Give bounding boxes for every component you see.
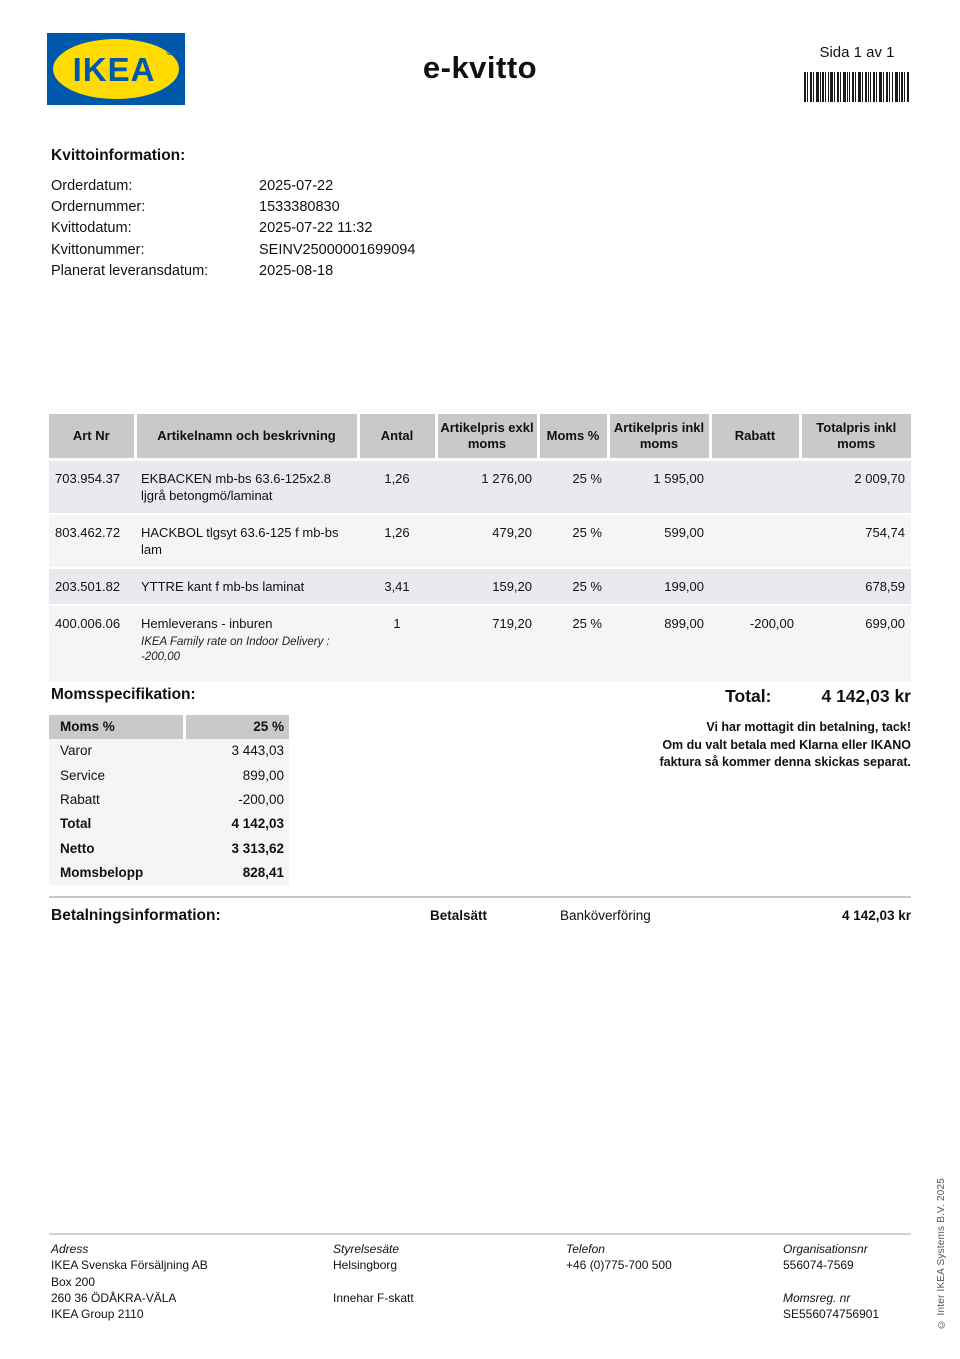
vat-row-netto [49, 837, 289, 861]
item-rabatt [710, 514, 800, 568]
item-pris-exkl: 1 276,00 [436, 460, 538, 515]
vat-row-label: Momsbelopp [49, 861, 185, 885]
page-title: e-kvitto [422, 50, 538, 85]
item-name: YTTRE kant f mb-bs laminat [141, 579, 305, 594]
item-antal: 1,26 [358, 460, 436, 515]
item-name-cell [135, 568, 358, 605]
vat-row-total [49, 812, 289, 836]
info-row-kvittonummer [51, 240, 415, 261]
footer-address [51, 1241, 333, 1322]
table-row [49, 460, 911, 515]
vat-spec-section [49, 686, 289, 885]
payment-info-heading: Betalningsinformation: [51, 907, 221, 924]
item-rabatt [710, 568, 800, 605]
info-value: 2025-07-22 [259, 178, 334, 194]
payment-amount: 4 142,03 kr [841, 908, 911, 923]
info-label: Planerat leveransdatum: [51, 262, 209, 279]
payment-message-line: faktura så kommer denna skickas separat. [659, 755, 911, 769]
info-row-kvittodatum [51, 218, 415, 239]
vat-row-value: -200,00 [185, 788, 290, 812]
receipt-info-section [51, 147, 415, 282]
vat-spec-table [49, 715, 289, 885]
col-header-artnr: Art Nr [49, 414, 135, 460]
item-name: HACKBOL tlgsyt 63.6-125 f mb-bs lam [141, 525, 339, 557]
table-row [49, 514, 911, 568]
payment-message-line: Vi har mottagit din betalning, tack! [706, 720, 911, 734]
vat-row-label: Total [49, 812, 185, 836]
footer-address-line: Box 200 [51, 1274, 96, 1289]
total-label: Total: [725, 686, 772, 706]
info-value: SEINV25000001699094 [259, 241, 416, 258]
footer-address-line: IKEA Group 2110 [51, 1307, 144, 1322]
summary-section [49, 686, 911, 885]
info-row-leveransdatum [51, 261, 415, 282]
vat-row-varor [49, 739, 289, 763]
col-header-moms: Moms % [538, 414, 608, 460]
spacer [783, 1274, 911, 1290]
footer-phone-value: +46 (0)775-700 500 [566, 1258, 672, 1273]
col-header-pris-inkl: Artikelpris inkl moms [608, 414, 710, 460]
payment-message-line: Om du valt betala med Klarna eller IKANO [662, 737, 911, 752]
item-rabatt: -200,00 [710, 605, 800, 681]
item-artnr: 400.006.06 [49, 605, 135, 681]
spacer [333, 1274, 566, 1290]
item-name: Hemleverans - inburen [141, 616, 273, 631]
vat-row-label: Varor [49, 739, 185, 763]
vat-row-label: Netto [49, 837, 185, 861]
footer [51, 1241, 911, 1322]
col-header-antal: Antal [358, 414, 436, 460]
item-name-cell [135, 514, 358, 568]
vat-row-label: Service [49, 763, 185, 787]
table-row [49, 568, 911, 605]
vat-header-value: 25 % [185, 715, 290, 739]
page-meta [801, 44, 913, 107]
item-totalpris: 754,74 [800, 514, 911, 568]
vat-row-value: 3 443,03 [185, 739, 290, 763]
items-table-section [49, 414, 911, 681]
item-pris-inkl: 199,00 [608, 568, 710, 605]
col-header-pris-exkl: Artikelpris exkl moms [436, 414, 538, 460]
vat-row-momsbelopp [49, 861, 289, 885]
svg-text:IKEA: IKEA [72, 51, 156, 88]
vat-row-value: 899,00 [185, 763, 290, 787]
total-line [481, 686, 911, 707]
info-label: Orderdatum: [51, 178, 133, 194]
footer-address-line: IKEA Svenska Försäljning AB [51, 1258, 208, 1273]
info-label: Ordernummer: [51, 199, 146, 216]
info-value: 2025-08-18 [259, 262, 334, 279]
item-rabatt [710, 460, 800, 515]
footer-phone-label: Telefon [566, 1242, 605, 1256]
info-label: Kvittonummer: [51, 241, 145, 258]
vat-header-row [49, 715, 289, 739]
item-moms: 25 % [538, 568, 608, 605]
total-section [481, 686, 911, 885]
info-value: 1533380830 [259, 199, 340, 216]
page-indicator: Sida 1 av 1 [819, 44, 895, 61]
items-table [49, 414, 911, 681]
divider [49, 1233, 911, 1235]
payment-message [481, 719, 911, 772]
footer-org [783, 1241, 911, 1322]
item-antal: 1 [358, 605, 436, 681]
info-row-ordernummer [51, 197, 415, 218]
item-totalpris: 2 009,70 [800, 460, 911, 515]
col-header-totalpris: Totalpris inkl moms [800, 414, 911, 460]
vat-row-value: 3 313,62 [185, 837, 290, 861]
item-pris-exkl: 719,20 [436, 605, 538, 681]
footer-office-value: Helsingborg [333, 1258, 398, 1273]
col-header-artikelnamn: Artikelnamn och beskrivning [135, 414, 358, 460]
info-row-orderdatum [51, 176, 415, 197]
item-artnr: 703.954.37 [49, 460, 135, 515]
receipt-info-heading: Kvittoinformation: [51, 147, 186, 164]
item-antal: 1,26 [358, 514, 436, 568]
svg-text:®: ® [166, 47, 174, 58]
item-moms: 25 % [538, 514, 608, 568]
footer-phone [566, 1241, 783, 1322]
table-row [49, 605, 911, 681]
item-pris-inkl: 599,00 [608, 514, 710, 568]
item-moms: 25 % [538, 605, 608, 681]
info-label: Kvittodatum: [51, 220, 132, 237]
item-note: IKEA Family rate on Indoor Delivery : -200,00 [141, 636, 330, 663]
payment-method-label: Betalsätt [430, 908, 488, 923]
divider [49, 896, 911, 898]
footer-momsreg-label: Momsreg. nr [783, 1290, 851, 1305]
item-totalpris: 699,00 [800, 605, 911, 681]
payment-info-section [51, 907, 911, 925]
item-artnr: 803.462.72 [49, 514, 135, 568]
footer-address-label: Adress [51, 1242, 89, 1256]
item-antal: 3,41 [358, 568, 436, 605]
col-header-rabatt: Rabatt [710, 414, 800, 460]
copyright-notice: © Inter IKEA Systems B.V. 2025 [936, 1178, 947, 1330]
item-pris-exkl: 159,20 [436, 568, 538, 605]
item-totalpris: 678,59 [800, 568, 911, 605]
vat-row-label: Rabatt [49, 788, 185, 812]
vat-row-service [49, 763, 289, 787]
item-name: EKBACKEN mb-bs 63.6-125x2.8 ljgrå betongmö/laminat [141, 471, 332, 503]
footer-office-label: Styrelsesäte [333, 1242, 400, 1256]
footer-momsreg-value: SE556074756901 [783, 1306, 880, 1321]
barcode [804, 72, 910, 102]
vat-row-value: 4 142,03 [185, 812, 290, 836]
item-artnr: 203.501.82 [49, 568, 135, 605]
footer-registered-office [333, 1241, 566, 1322]
item-pris-exkl: 479,20 [436, 514, 538, 568]
footer-orgnr-label: Organisationsnr [783, 1242, 868, 1256]
vat-header-label: Moms % [49, 715, 185, 739]
item-pris-inkl: 1 595,00 [608, 460, 710, 515]
items-header-row [49, 414, 911, 460]
footer-fskatt: Innehar F-skatt [333, 1290, 414, 1305]
vat-spec-heading: Momsspecifikation: [51, 686, 196, 703]
payment-method-value: Banköverföring [560, 908, 651, 923]
vat-row-rabatt [49, 788, 289, 812]
item-name-cell [135, 460, 358, 515]
vat-row-value: 828,41 [185, 861, 290, 885]
item-name-cell [135, 605, 358, 681]
info-value: 2025-07-22 11:32 [259, 220, 373, 237]
footer-orgnr-value: 556074-7569 [783, 1258, 854, 1273]
item-pris-inkl: 899,00 [608, 605, 710, 681]
footer-address-line: 260 36 ÖDÅKRA-VÄLA [51, 1290, 177, 1305]
item-moms: 25 % [538, 460, 608, 515]
total-amount: 4 142,03 kr [821, 686, 911, 706]
